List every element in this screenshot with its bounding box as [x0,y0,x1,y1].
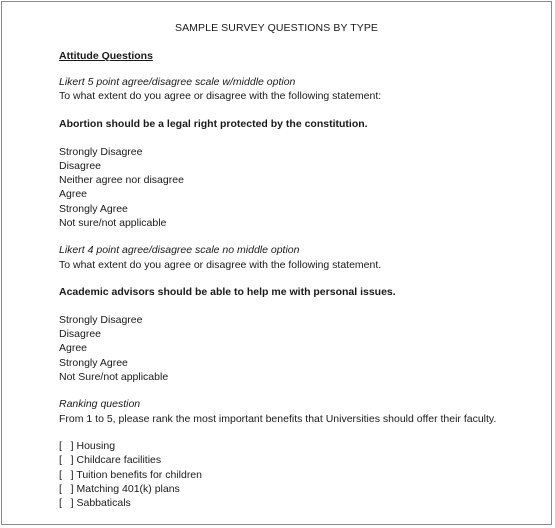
answer-option: Not Sure/not applicable [59,370,169,383]
question-3 [59,397,539,510]
question-type-label: Ranking question [59,398,141,411]
ranking-option: [ ] Tuition benefits for children [59,468,202,481]
question-statement: Abortion should be a legal right protected by the constitution. [59,118,368,131]
ranking-option: [ ] Sabbaticals [59,497,131,509]
question-type-label: Likert 5 point agree/disagree scale w/middle option [59,76,296,89]
answer-option: Strongly Agree [59,356,128,369]
answer-options [59,145,539,230]
question-prompt: To what extent do you agree or disagree with the following statement. [59,258,382,271]
answer-option: Strongly Agree [59,202,128,215]
question-prompt: To what extent do you agree or disagree with the following statement: [59,90,382,103]
answer-option: Neither agree nor disagree [59,174,184,187]
answer-option: Strongly Disagree [59,313,143,326]
question-prompt: From 1 to 5, please rank the most important benefits that Universities should offer their faculty. [59,412,497,425]
answer-option: Not sure/not applicable [59,216,167,229]
document-body [59,49,539,510]
ranking-options [59,439,539,510]
ranking-option: [ ] Childcare facilities [59,454,162,467]
answer-option: Agree [59,342,88,355]
ranking-option: [ ] Matching 401(k) plans [59,482,180,495]
answer-option: Strongly Disagree [59,145,143,158]
question-2 [59,243,539,384]
document-page [1,1,552,525]
answer-option: Disagree [59,328,102,341]
question-statement: Academic advisors should be able to help me with personal issues. [59,286,396,299]
question-type-label: Likert 4 point agree/disagree scale no middle option [59,244,300,257]
question-1 [59,75,539,230]
answer-option: Agree [59,188,88,201]
answer-option: Disagree [59,159,102,172]
document-title: SAMPLE SURVEY QUESTIONS BY TYPE [174,22,379,34]
answer-options [59,313,539,384]
section-heading: Attitude Questions [59,50,153,62]
ranking-option: [ ] Housing [59,440,116,453]
